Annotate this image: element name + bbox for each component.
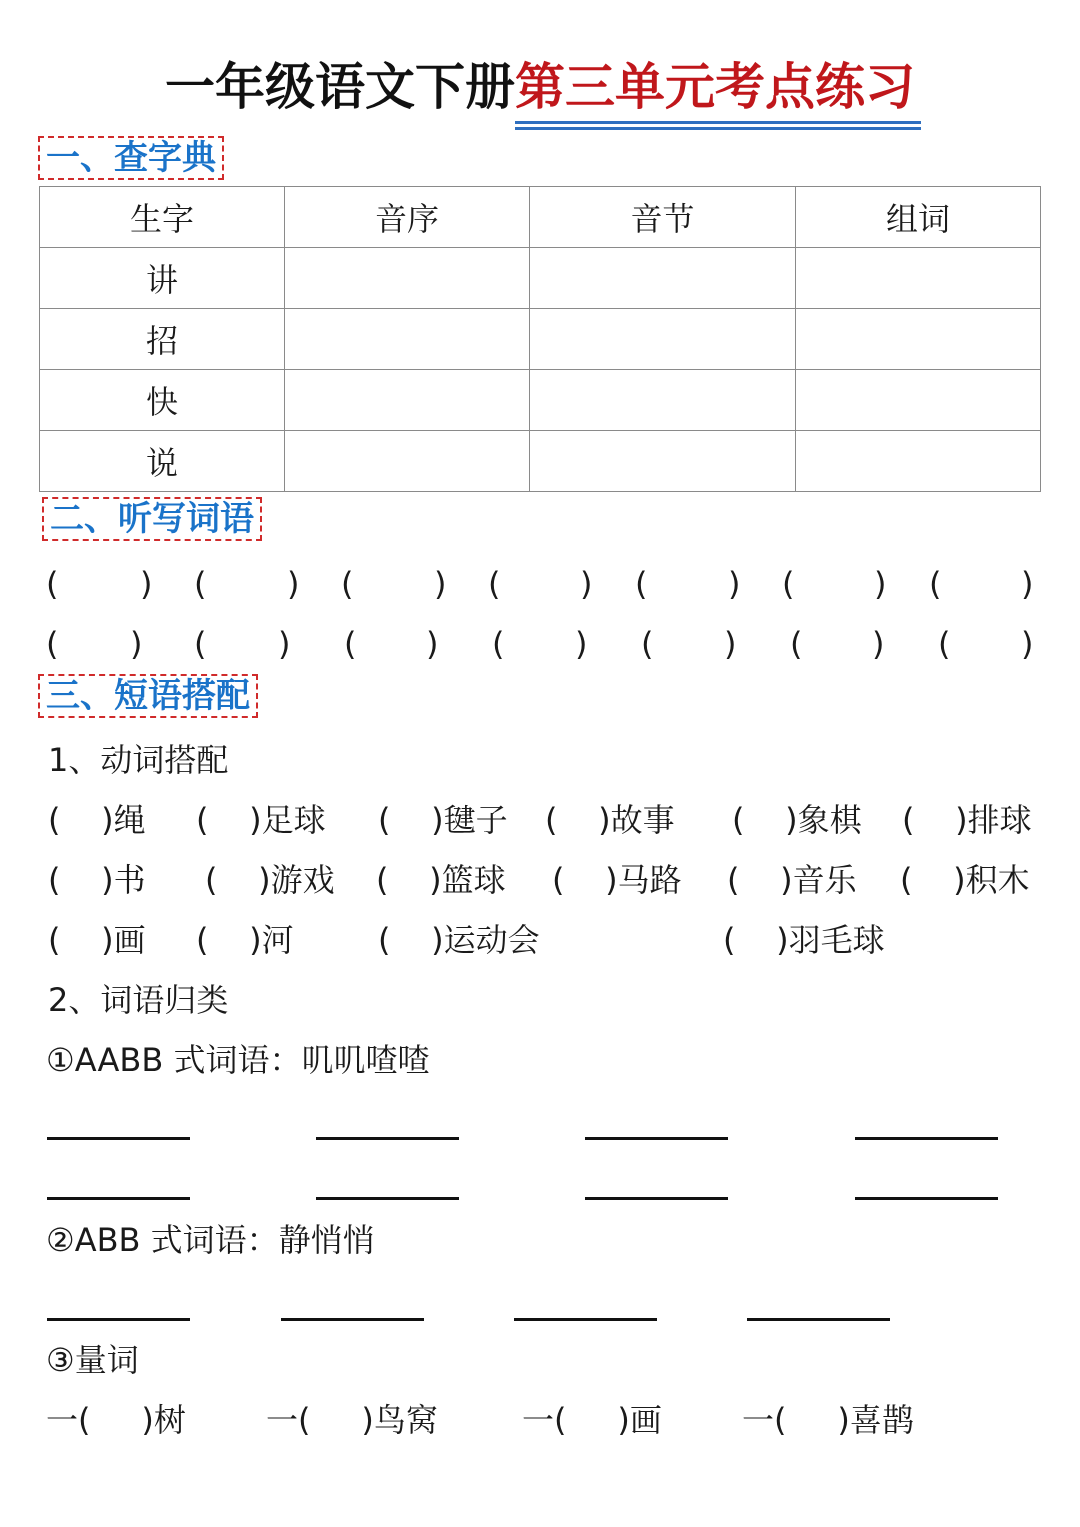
close-paren: ) [1021,565,1034,603]
close-paren: ) [872,625,885,663]
close-paren: ) [426,625,439,663]
close-paren: ) [278,625,291,663]
aabb-prompt: ①AABB 式词语：叽叽喳喳 [46,1041,430,1079]
answer-line[interactable] [47,1197,190,1200]
header-syllable: 音节 [530,187,796,248]
answer-line[interactable] [855,1137,998,1140]
open-paren: ( [929,565,942,603]
title-underline-1 [515,121,921,124]
open-paren: ( [641,625,654,663]
measure-word-prompt: ③量词 [46,1341,139,1379]
measure-item: 一( )喜鹊 [742,1401,914,1439]
open-paren: ( [194,565,207,603]
close-paren: ) [575,625,588,663]
header-initial: 音序 [285,187,530,248]
match-item: ( )音乐 [727,861,857,899]
dictionary-table [39,186,1041,492]
open-paren: ( [938,625,951,663]
match-item: ( )马路 [552,861,682,899]
match-item: ( )绳 [48,801,146,839]
match-item: ( )故事 [545,801,675,839]
match-item: ( )积木 [900,861,1030,899]
abb-prompt: ②ABB 式词语：静悄悄 [46,1221,375,1259]
open-paren: ( [194,625,207,663]
close-paren: ) [287,565,300,603]
answer-cell[interactable] [796,248,1041,309]
answer-cell[interactable] [285,248,530,309]
answer-line[interactable] [585,1137,728,1140]
answer-cell[interactable] [530,248,796,309]
answer-line[interactable] [585,1197,728,1200]
open-paren: ( [635,565,648,603]
answer-line[interactable] [316,1137,459,1140]
open-paren: ( [46,565,59,603]
open-paren: ( [46,625,59,663]
answer-line[interactable] [855,1197,998,1200]
answer-line[interactable] [47,1318,190,1321]
table-row [40,248,1041,309]
close-paren: ) [1021,625,1034,663]
answer-line[interactable] [316,1197,459,1200]
measure-item: 一( )树 [46,1401,186,1439]
title-part-1: 一年级语文下册 [165,58,515,116]
table-row [40,309,1041,370]
answer-cell[interactable] [530,370,796,431]
open-paren: ( [782,565,795,603]
subheading-verb-matching: 1、动词搭配 [48,741,229,779]
table-header-row [40,187,1041,248]
char-cell: 讲 [40,248,285,309]
match-item: ( )毽子 [378,801,508,839]
answer-cell[interactable] [796,309,1041,370]
answer-cell[interactable] [285,370,530,431]
match-item: ( )象棋 [732,801,862,839]
answer-cell[interactable] [285,309,530,370]
close-paren: ) [874,565,887,603]
answer-cell[interactable] [796,431,1041,492]
measure-item: 一( )鸟窝 [266,1401,438,1439]
open-paren: ( [341,565,354,603]
char-cell: 快 [40,370,285,431]
open-paren: ( [488,565,501,603]
close-paren: ) [140,565,153,603]
section-heading-dictation: 二、听写词语 [42,497,262,541]
header-char: 生字 [40,187,285,248]
title-underline-2 [515,127,921,130]
char-cell: 招 [40,309,285,370]
match-item: ( )篮球 [376,861,506,899]
header-word: 组词 [796,187,1041,248]
match-item: ( )足球 [196,801,326,839]
answer-line[interactable] [281,1318,424,1321]
match-item: ( )运动会 [378,921,540,959]
measure-item: 一( )画 [522,1401,662,1439]
answer-cell[interactable] [530,431,796,492]
section-heading-phrases: 三、短语搭配 [38,674,258,718]
answer-cell[interactable] [285,431,530,492]
answer-cell[interactable] [796,370,1041,431]
table-row [40,370,1041,431]
answer-cell[interactable] [530,309,796,370]
title-part-2 [515,52,915,122]
answer-line[interactable] [747,1318,890,1321]
open-paren: ( [344,625,357,663]
close-paren: ) [728,565,741,603]
match-item: ( )排球 [902,801,1032,839]
answer-line[interactable] [47,1137,190,1140]
open-paren: ( [492,625,505,663]
match-item: ( )书 [48,861,146,899]
page-title [0,52,1080,122]
match-item: ( )河 [196,921,294,959]
open-paren: ( [790,625,803,663]
section-heading-dictionary: 一、查字典 [38,136,224,180]
char-cell: 说 [40,431,285,492]
title-part-2-text: 第三单元考点练习 [515,58,915,116]
subheading-word-classification: 2、词语归类 [48,981,229,1019]
table-row [40,431,1041,492]
close-paren: ) [434,565,447,603]
close-paren: ) [580,565,593,603]
match-item: ( )游戏 [205,861,335,899]
match-item: ( )羽毛球 [723,921,885,959]
match-item: ( )画 [48,921,146,959]
answer-line[interactable] [514,1318,657,1321]
close-paren: ) [130,625,143,663]
close-paren: ) [724,625,737,663]
